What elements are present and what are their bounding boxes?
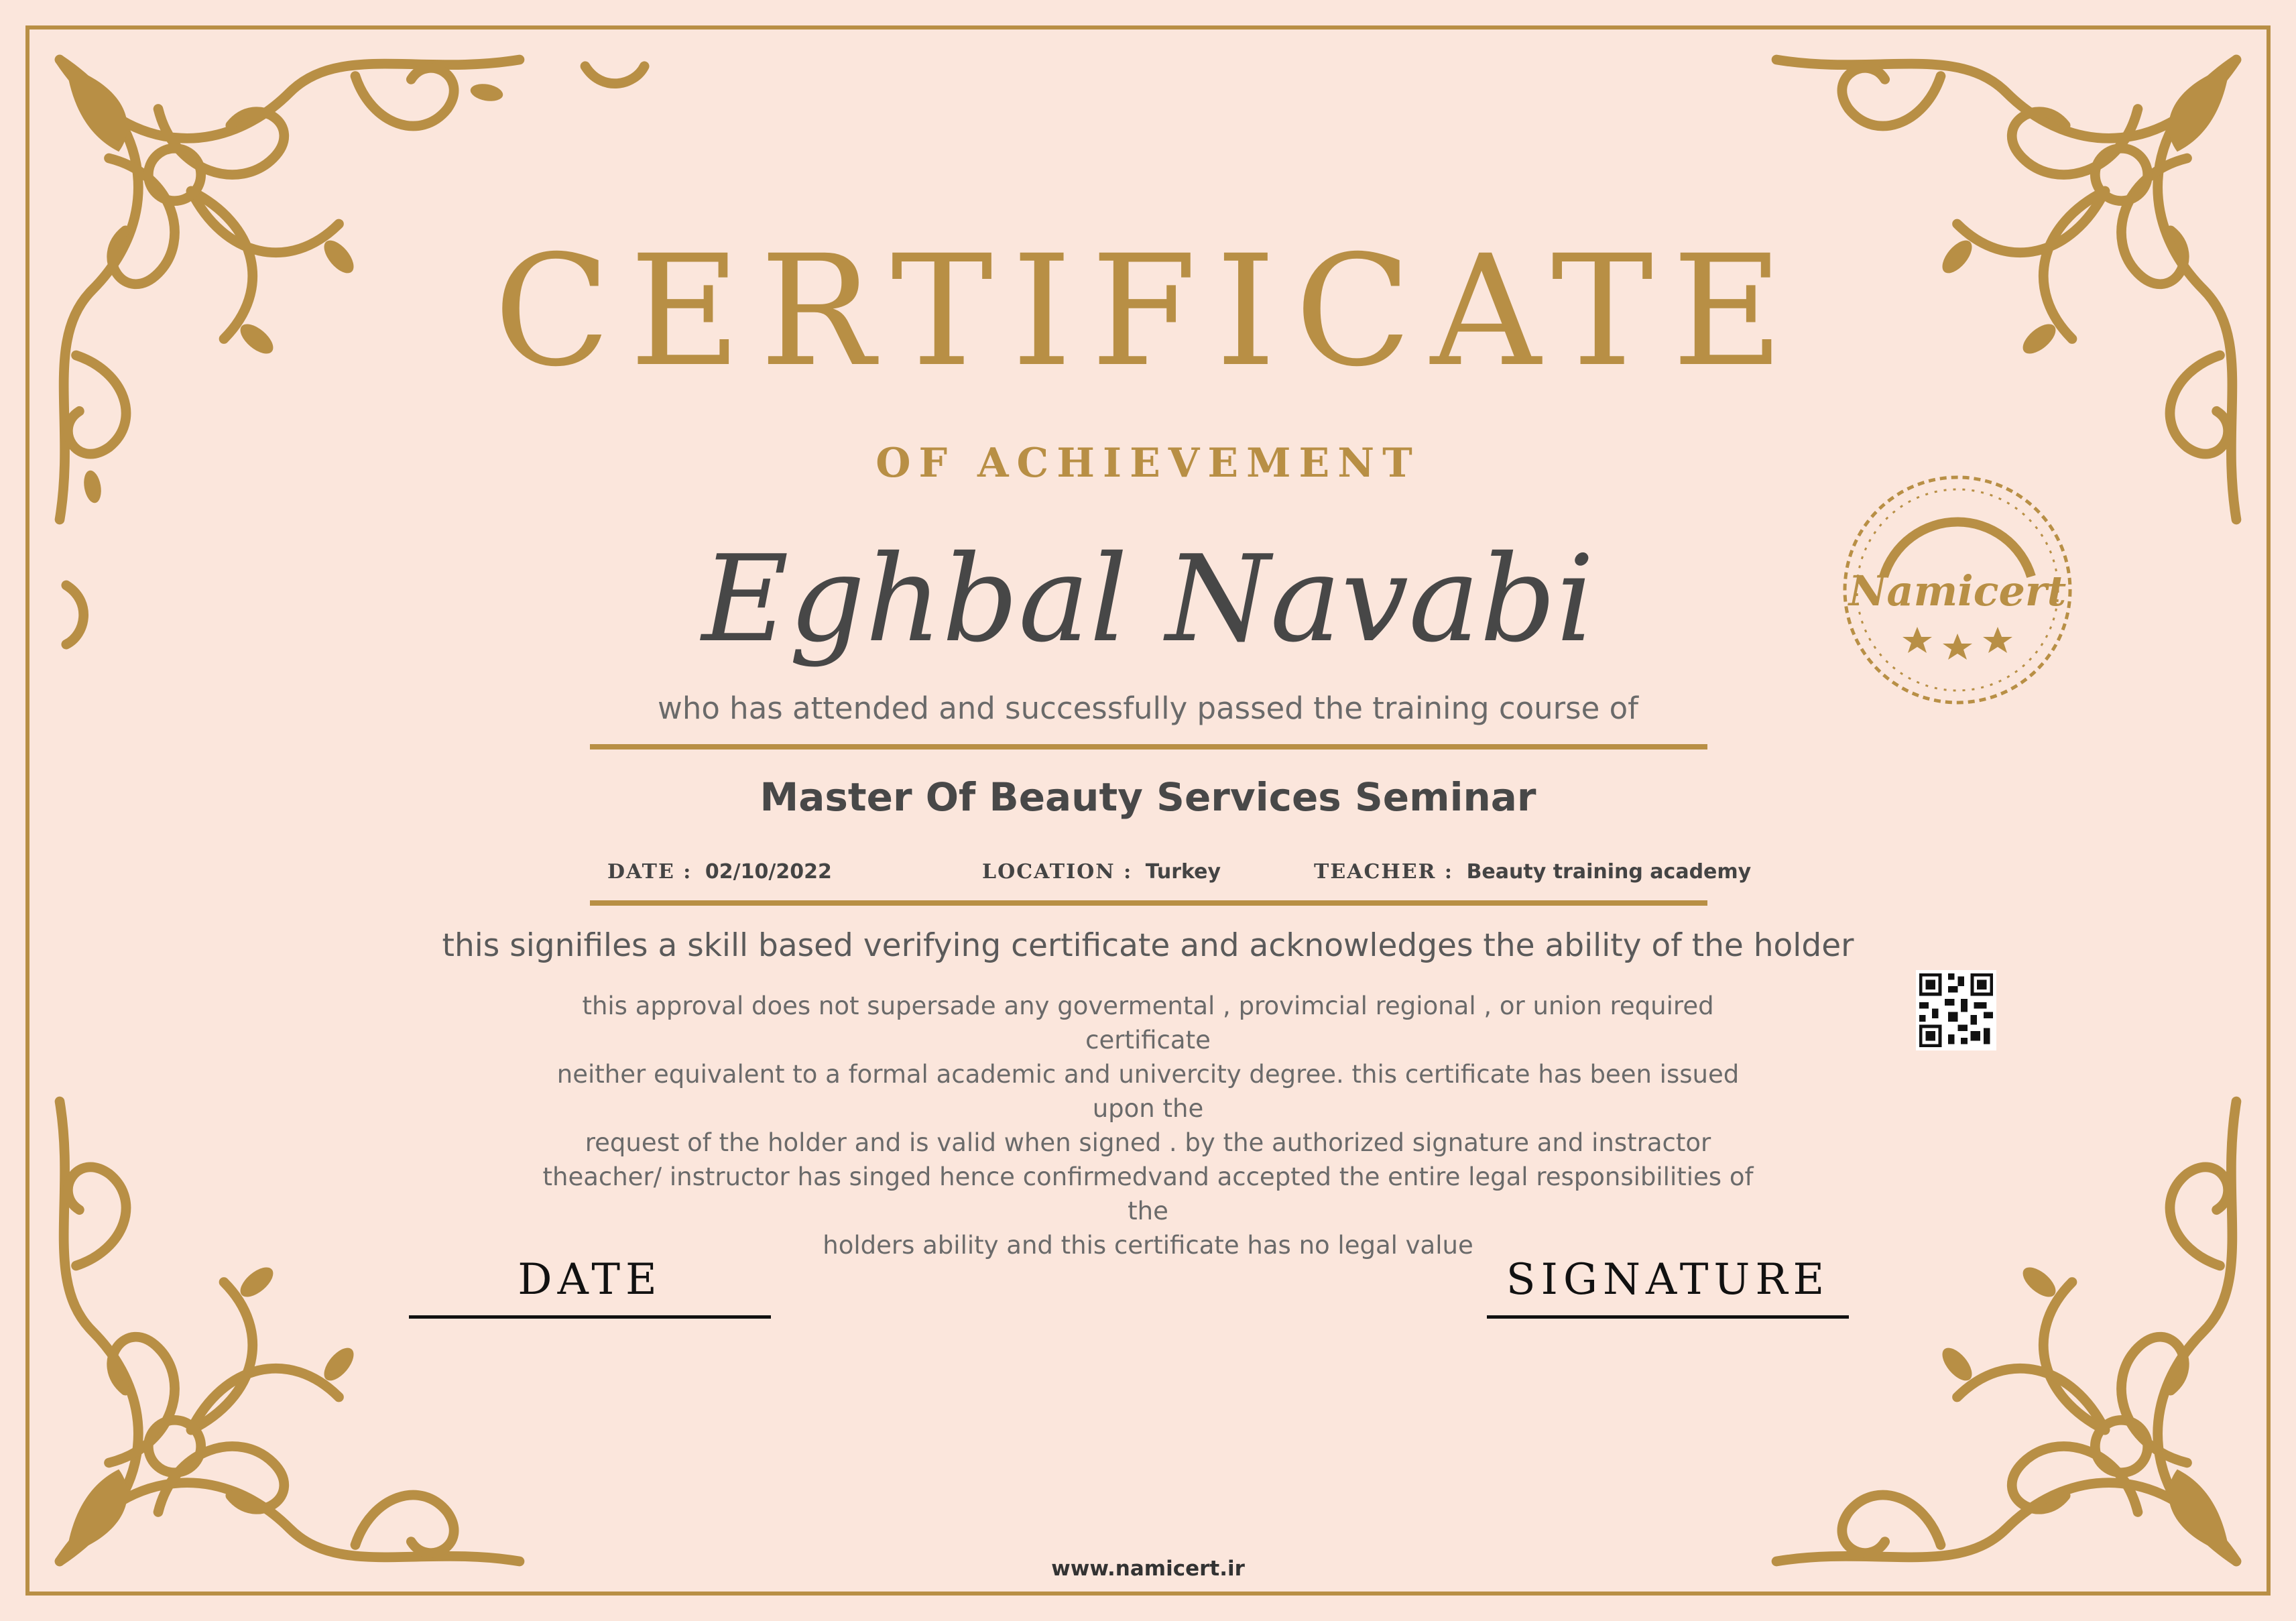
signature-field-line [1487, 1315, 1849, 1319]
holder-name: Eghbal Navabi [701, 530, 1595, 668]
disclaimer-line: holders ability and this certificate has no legal value [823, 1231, 1473, 1260]
disclaimer-text [523, 989, 1773, 1262]
certificate-title: CERTIFICATE [493, 222, 1803, 400]
seal-text: Namicert [1848, 566, 2067, 615]
intro-text: who has attended and successfully passed the training course of [658, 691, 1638, 726]
meta-date [607, 860, 832, 884]
course-name: Master Of Beauty Services Seminar [760, 774, 1536, 820]
meta-teacher-label: TEACHER : [1314, 860, 1454, 884]
signature-field-label: SIGNATURE [1506, 1255, 1830, 1305]
certificate-subtitle: OF ACHIEVEMENT [875, 440, 1421, 487]
disclaimer-line: theacher/ instructor has singed hence confirmedvand accepted the entire legal responsibilities of the [542, 1162, 1754, 1225]
disclaimer-line: this approval does not supersade any govermental , provimcial regional , or union required certificate [582, 992, 1714, 1055]
date-field-line [409, 1315, 771, 1319]
meta-date-value: 02/10/2022 [705, 860, 832, 884]
qr-code-icon [1916, 970, 1996, 1050]
meta-location-value: Turkey [1145, 860, 1221, 884]
disclaimer-line: request of the holder and is valid when signed . by the authorized signature and instractor [585, 1128, 1711, 1157]
date-field-label: DATE [518, 1255, 662, 1305]
meta-teacher-value: Beauty training academy [1466, 860, 1752, 884]
laurel-seal-icon [1837, 469, 2078, 711]
footer-url[interactable]: www.namicert.ir [1051, 1557, 1245, 1581]
meta-location [982, 860, 1221, 884]
meta-location-label: LOCATION : [982, 860, 1133, 884]
star-icon [1902, 627, 2012, 660]
disclaimer-line: neither equivalent to a formal academic and univercity degree. this certificate has been issued upon the [556, 1060, 1740, 1123]
divider-bottom [590, 900, 1707, 906]
meta-date-label: DATE : [607, 860, 692, 884]
divider-top [590, 744, 1707, 749]
meta-teacher [1314, 860, 1751, 884]
statement-text: this signifiles a skill based verifying certificate and acknowledges the ability of the holder [442, 927, 1854, 964]
